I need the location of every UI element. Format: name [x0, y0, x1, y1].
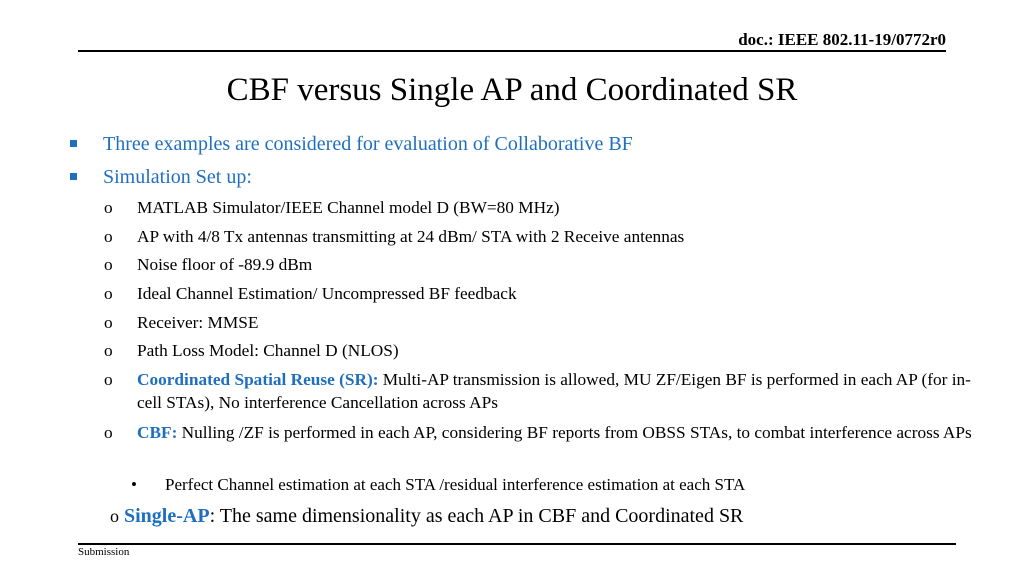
- single-ap-label: Single-AP: [124, 505, 210, 527]
- csr-label: Coordinated Spatial Reuse (SR):: [137, 370, 379, 389]
- circle-marker: o: [104, 198, 113, 217]
- square-bullet-icon: [70, 173, 77, 180]
- header-rule: [78, 50, 946, 52]
- circle-marker: o: [104, 370, 113, 389]
- sub-item-text: AP with 4/8 Tx antennas transmitting at 24 dBm/ STA with 2 Receive antennas: [137, 227, 685, 246]
- cbf-body: [137, 421, 972, 444]
- cbf-text: Nulling /ZF is performed in each AP, considering BF reports from OBSS STAs, to combat interference across APs: [177, 423, 972, 442]
- sub-item-text: Noise floor of -89.9 dBm: [137, 255, 313, 274]
- csr-text: Multi-AP transmission is allowed, MU ZF/Eigen BF is performed in each AP (for in-cell STAs), No interference Cancellation across APs: [137, 370, 971, 412]
- single-ap-item: [110, 504, 743, 528]
- bullet-2-text: Simulation Set up:: [103, 166, 252, 188]
- csr-body: [137, 368, 972, 414]
- footer-label: Submission: [78, 546, 130, 558]
- single-ap-text: : The same dimensionality as each AP in CBF and Coordinated SR: [209, 505, 744, 527]
- square-bullet-icon: [70, 140, 77, 147]
- dot-marker: •: [131, 475, 137, 494]
- doc-id: doc.: IEEE 802.11-19/0772r0: [738, 30, 946, 49]
- circle-marker: o: [104, 284, 113, 303]
- sub-item-text: Ideal Channel Estimation/ Uncompressed BF feedback: [137, 284, 517, 303]
- bullet-1-text: Three examples are considered for evaluation of Collaborative BF: [103, 133, 633, 155]
- circle-marker: o: [104, 423, 113, 442]
- sub-item-text: Path Loss Model: Channel D (NLOS): [137, 341, 399, 360]
- cbf-label: CBF:: [137, 423, 178, 442]
- circle-marker: o: [104, 255, 113, 274]
- sub-item-text: MATLAB Simulator/IEEE Channel model D (BW=80 MHz): [137, 198, 560, 217]
- slide-title: CBF versus Single AP and Coordinated SR: [226, 72, 798, 108]
- circle-marker: o: [104, 313, 113, 332]
- circle-marker: o: [104, 227, 113, 246]
- sub-item-text: Receiver: MMSE: [137, 313, 259, 332]
- circle-marker: o: [110, 506, 119, 526]
- sub-sub-item-text: Perfect Channel estimation at each STA /residual interference estimation at each STA: [165, 475, 746, 494]
- footer-rule: [78, 543, 956, 545]
- circle-marker: o: [104, 341, 113, 360]
